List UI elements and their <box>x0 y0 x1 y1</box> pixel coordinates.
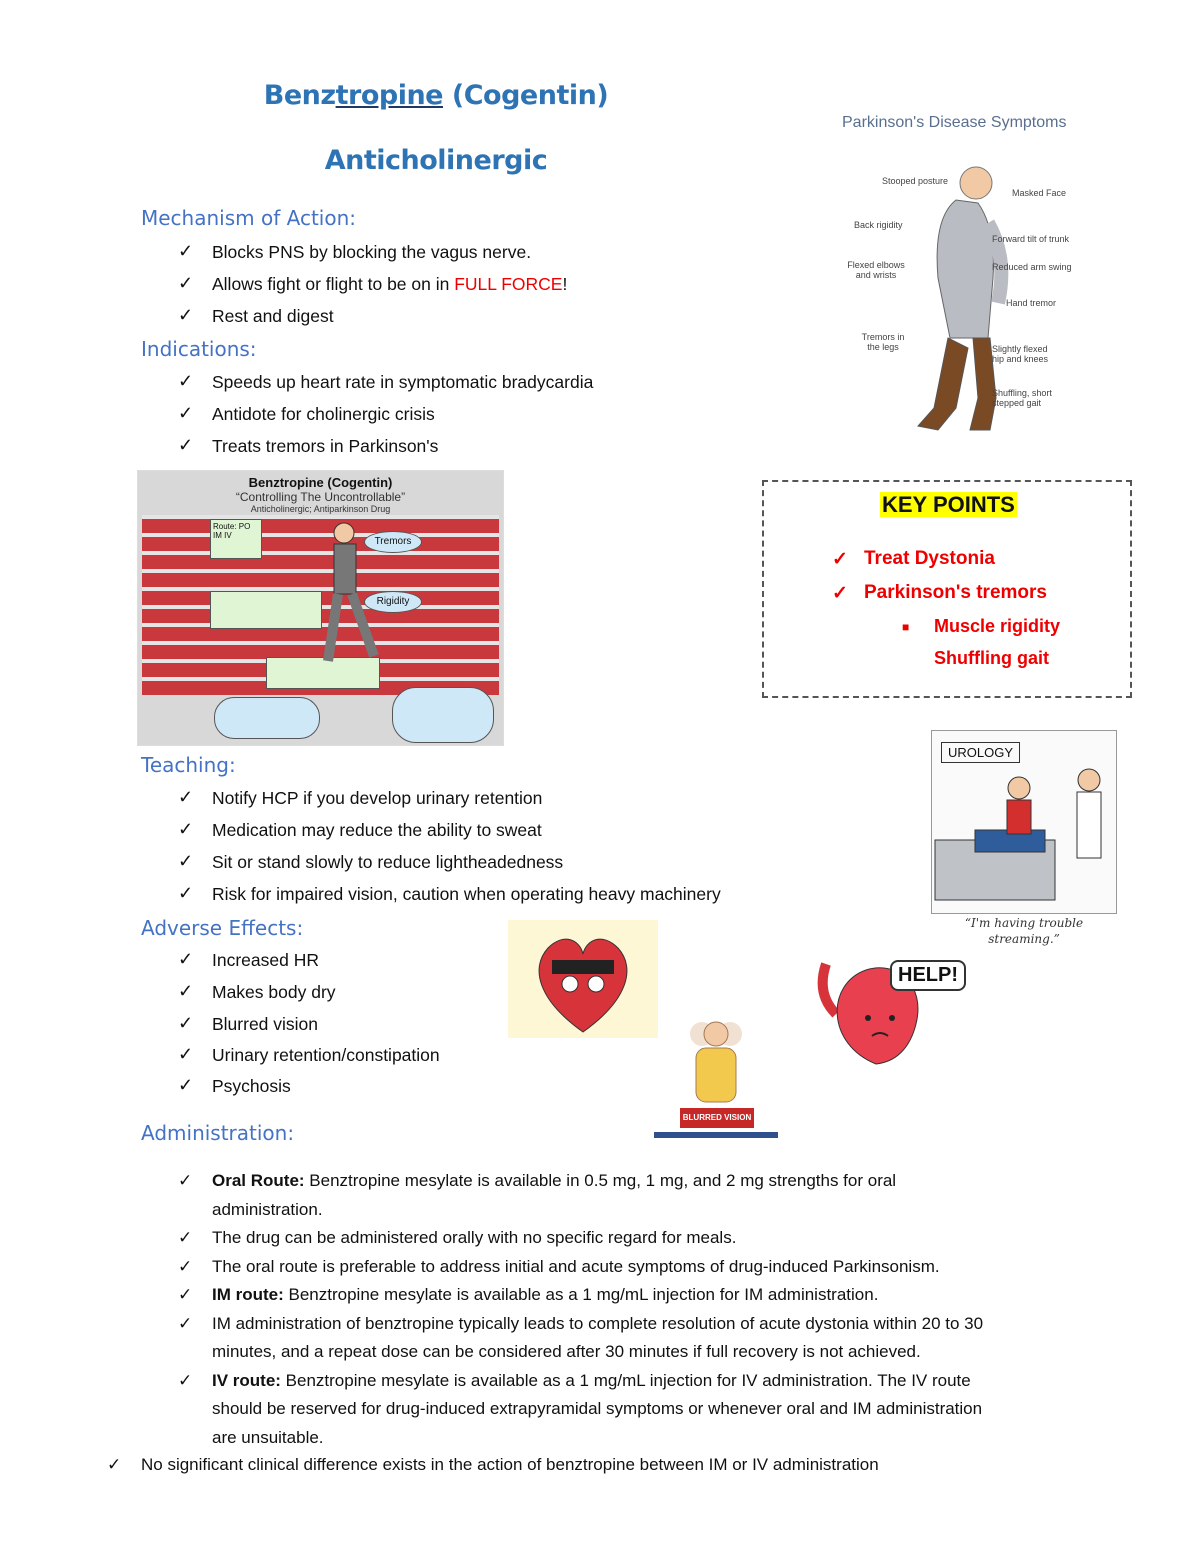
teaching-item: ✓ Notify HCP if you develop urinary retention <box>178 787 543 808</box>
label: Tremors in the legs <box>861 332 905 352</box>
check-icon: ✓ <box>178 403 194 423</box>
label: Masked Face <box>1012 188 1067 198</box>
key-point-sub: ■ Muscle rigidity <box>902 616 1061 636</box>
poster-subtitle: Anticholinergic; Antiparkinson Drug <box>250 504 391 514</box>
admin-item: ✓ The drug can be administered orally with no specific regard for meals. <box>212 1224 1142 1253</box>
moa-heading: Mechanism of Action: <box>141 206 356 230</box>
moa-item: ✓ Blocks PNS by blocking the vagus nerve. <box>178 241 532 262</box>
check-icon: ✓ <box>178 435 194 455</box>
admin-item-cont: should be reserved for drug-induced extrapyramidal symptoms or whenever oral and IM administration <box>212 1399 983 1418</box>
check-icon: ✓ <box>832 583 848 604</box>
cartoon-caption-2: streaming.” <box>988 932 1060 946</box>
check-icon: ✓ <box>178 305 194 325</box>
indication-item: ✓ Treats tremors in Parkinson's <box>178 435 439 456</box>
check-icon: ✓ <box>178 1256 193 1276</box>
check-icon: ✓ <box>178 1313 193 1333</box>
page-title: Benztropine (Cogentin) <box>263 80 609 111</box>
check-icon: ✓ <box>178 1370 193 1390</box>
check-icon: ✓ <box>178 1171 193 1190</box>
urology-sign: UROLOGY <box>941 742 1020 763</box>
teaching-item: ✓ Medication may reduce the ability to sweat <box>178 819 542 840</box>
adverse-item: ✓ Blurred vision <box>178 1013 319 1034</box>
check-icon: ✓ <box>178 981 194 1001</box>
adverse-item: ✓ Urinary retention/constipation <box>178 1044 440 1065</box>
teaching-heading: Teaching: <box>141 753 236 777</box>
adverse-item: ✓ Psychosis <box>178 1075 291 1096</box>
urology-cartoon <box>931 730 1117 948</box>
bullet-icon: ■ <box>902 620 910 634</box>
poster-tagline: “Controlling The Uncontrollable” <box>235 490 406 504</box>
check-icon: ✓ <box>178 1228 193 1247</box>
check-icon: ✓ <box>178 949 194 969</box>
blurred-vision-image <box>654 1012 778 1140</box>
heart-illustration <box>508 920 658 1038</box>
moa-item: ✓ Allows fight or flight to be on in FULL FORCE! <box>178 273 568 294</box>
label: Hand tremor <box>1006 298 1057 308</box>
help-bubble: HELP! <box>890 960 966 991</box>
check-icon: ✓ <box>107 1455 122 1474</box>
bladder-image <box>806 944 964 1068</box>
admin-item-cont: minutes, and a repeat dose can be considered after 30 minutes if full recovery is not achieved. <box>212 1342 921 1361</box>
benztropine-poster <box>137 470 504 746</box>
check-icon: ✓ <box>178 1044 194 1064</box>
check-icon: ✓ <box>178 819 194 839</box>
check-icon: ✓ <box>178 851 194 871</box>
label: Forward tilt of trunk <box>992 234 1070 244</box>
page-subtitle: Anticholinergic <box>324 145 548 176</box>
label: Shuffling, short stepped gait <box>992 388 1052 408</box>
indications-heading: Indications: <box>141 337 257 361</box>
key-point-item: ✓ Treat Dystonia <box>832 548 995 570</box>
admin-item: ✓ IV route: Benztropine mesylate is available as a 1 mg/mL injection for IV administration. The IV route <box>212 1367 1142 1396</box>
cartoon-caption-1: “I'm having trouble <box>964 916 1084 930</box>
label: Back rigidity <box>854 220 903 230</box>
check-icon: ✓ <box>178 241 194 261</box>
route-label: Route: PO IM IV <box>210 519 262 559</box>
key-point-sub: Shuffling gait <box>934 648 1049 668</box>
indication-item: ✓ Antidote for cholinergic crisis <box>178 403 435 424</box>
admin-item: ✓ The oral route is preferable to address initial and acute symptoms of drug-induced Parkinsonism. <box>212 1253 1142 1282</box>
admin-item-cont: are unsuitable. <box>212 1427 324 1447</box>
check-icon: ✓ <box>832 549 848 570</box>
admin-item: ✓ IM route: Benztropine mesylate is available as a 1 mg/mL injection for IM administration. <box>212 1281 1142 1310</box>
blurred-vision-banner: BLURRED VISION <box>680 1108 754 1128</box>
administration-heading: Administration: <box>141 1121 295 1145</box>
check-icon: ✓ <box>178 883 194 903</box>
teaching-item: ✓ Risk for impaired vision, caution when operating heavy machinery <box>178 883 721 904</box>
admin-item: ✓ Oral Route: Benztropine mesylate is available in 0.5 mg, 1 mg, and 2 mg strengths for oral <box>212 1167 1142 1196</box>
teaching-item: ✓ Sit or stand slowly to reduce lightheadedness <box>178 851 564 872</box>
check-icon: ✓ <box>178 273 194 293</box>
check-icon: ✓ <box>178 1075 194 1095</box>
person-illustration <box>138 471 505 747</box>
indication-item: ✓ Speeds up heart rate in symptomatic bradycardia <box>178 371 594 392</box>
check-icon: ✓ <box>178 1285 193 1304</box>
label: Stooped posture <box>882 176 949 186</box>
rigidity-bubble: Rigidity <box>364 591 422 613</box>
final-note: ✓ No significant clinical difference exists in the action of benztropine between IM or IV administration <box>141 1451 1141 1480</box>
admin-item-cont: administration. <box>212 1199 323 1219</box>
heart-image <box>508 920 658 1038</box>
check-icon: ✓ <box>178 787 194 807</box>
parkinsons-figure-title: Parkinson's Disease Symptoms <box>842 114 1067 131</box>
poster-title: Benztropine (Cogentin) <box>248 475 393 490</box>
parkinsons-figure <box>838 108 1098 453</box>
full-force-text: FULL FORCE <box>454 274 563 294</box>
label: Slightly flexed hip and knees <box>992 344 1049 364</box>
admin-item: ✓ IM administration of benztropine typically leads to complete resolution of acute dystonia within 20 to 30 <box>212 1310 1142 1339</box>
tremors-bubble: Tremors <box>364 531 422 553</box>
adverse-item: ✓ Increased HR <box>178 949 319 970</box>
moa-item: ✓ Rest and digest <box>178 305 334 326</box>
adverse-item: ✓ Makes body dry <box>178 981 336 1002</box>
key-points-title: KEY POINTS <box>882 492 1015 517</box>
check-icon: ✓ <box>178 1013 194 1033</box>
label: Reduced arm swing <box>992 262 1072 272</box>
cartoon-drawing <box>931 730 1117 914</box>
check-icon: ✓ <box>178 371 194 391</box>
label: Flexed elbows and wrists <box>847 260 905 280</box>
administration-list <box>178 1167 1142 1452</box>
key-point-item: ✓ Parkinson's tremors <box>832 582 1047 604</box>
adverse-heading: Adverse Effects: <box>141 916 304 940</box>
key-points-box <box>762 480 1132 698</box>
